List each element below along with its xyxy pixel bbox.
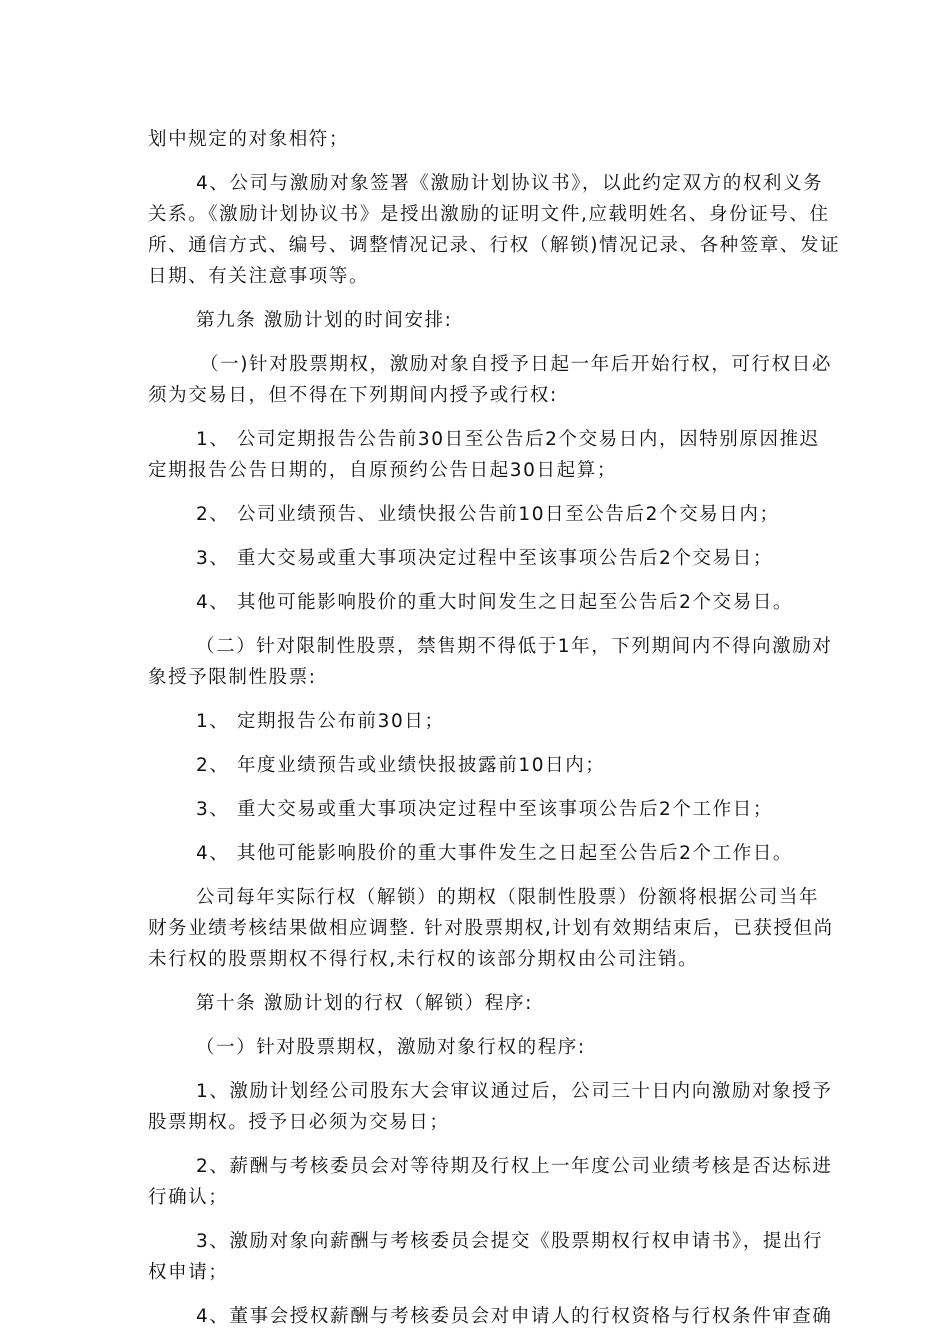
list-item: 3、 重大交易或重大事项决定过程中至该事项公告后2个交易日； — [196, 548, 773, 569]
text-line: 须为交易日，但不得在下列期间内授予或行权: — [148, 385, 558, 406]
text-line: 未行权的股票期权不得行权,未行权的该部分期权由公司注销。 — [148, 949, 699, 970]
list-item: 3、激励对象向薪酬与考核委员会提交《股票期权行权申请书》，提出行 — [196, 1231, 824, 1252]
text-line: 定期报告公告日期的，自原预约公告日起30日起算； — [148, 460, 617, 481]
text-line: 关系。《激励计划协议书》是授出激励的证明文件,应载明姓名、身份证号、住 — [148, 204, 830, 225]
list-item: 2、 年度业绩预告或业绩快报披露前10日内； — [196, 755, 606, 776]
text-line: （二）针对限制性股票，禁售期不得低于1年，下列期间内不得向激励对 — [196, 636, 833, 657]
text-line: 所、通信方式、编号、调整情况记录、行权（解锁)情况记录、各种签章、发证 — [148, 235, 841, 256]
text-line: （一)针对股票期权，激励对象自授予日起一年后开始行权，可行权日必 — [200, 354, 832, 375]
text-line: 4、公司与激励对象签署《激励计划协议书》，以此约定双方的权利义务 — [196, 173, 824, 194]
text-line: 划中规定的对象相符； — [148, 129, 350, 150]
list-item: 4、董事会授权薪酬与考核委员会对申请人的行权资格与行权条件审查确 — [196, 1306, 833, 1327]
text-line: 行确认； — [148, 1187, 229, 1208]
list-item: 2、 公司业绩预告、业绩快报公告前10日至公告后2个交易日内； — [196, 504, 780, 525]
text-line: （一）针对股票期权，激励对象行权的程序: — [196, 1037, 586, 1058]
list-item: 1、 公司定期报告公告前30日至公告后2个交易日内，因特别原因推迟 — [196, 429, 820, 450]
list-item: 3、 重大交易或重大事项决定过程中至该事项公告后2个工作日； — [196, 799, 773, 820]
text-line: 日期、有关注意事项等。 — [148, 266, 370, 287]
text-line: 财务业绩考核结果做相应调整. 针对股票期权,计划有效期结束后，已获授但尚 — [148, 918, 834, 939]
section-heading: 第九条 激励计划的时间安排: — [196, 310, 453, 331]
list-item: 1、 定期报告公布前30日； — [196, 711, 445, 732]
list-item: 4、 其他可能影响股价的重大事件发生之日起至公告后2个工作日。 — [196, 843, 794, 864]
text-line: 股票期权。授予日必须为交易日； — [148, 1112, 450, 1133]
text-line: 公司每年实际行权（解锁）的期权（限制性股票）份额将根据公司当年 — [196, 887, 820, 908]
list-item: 2、薪酬与考核委员会对等待期及行权上一年度公司业绩考核是否达标进 — [196, 1156, 833, 1177]
list-item: 4、 其他可能影响股价的重大时间发生之日起至公告后2个交易日。 — [196, 592, 794, 613]
text-line: 权申请； — [148, 1262, 229, 1283]
list-item: 1、激励计划经公司股东大会审议通过后，公司三十日内向激励对象授予 — [196, 1081, 833, 1102]
section-heading: 第十条 激励计划的行权（解锁）程序: — [196, 993, 533, 1014]
text-line: 象授予限制性股票: — [148, 667, 317, 688]
